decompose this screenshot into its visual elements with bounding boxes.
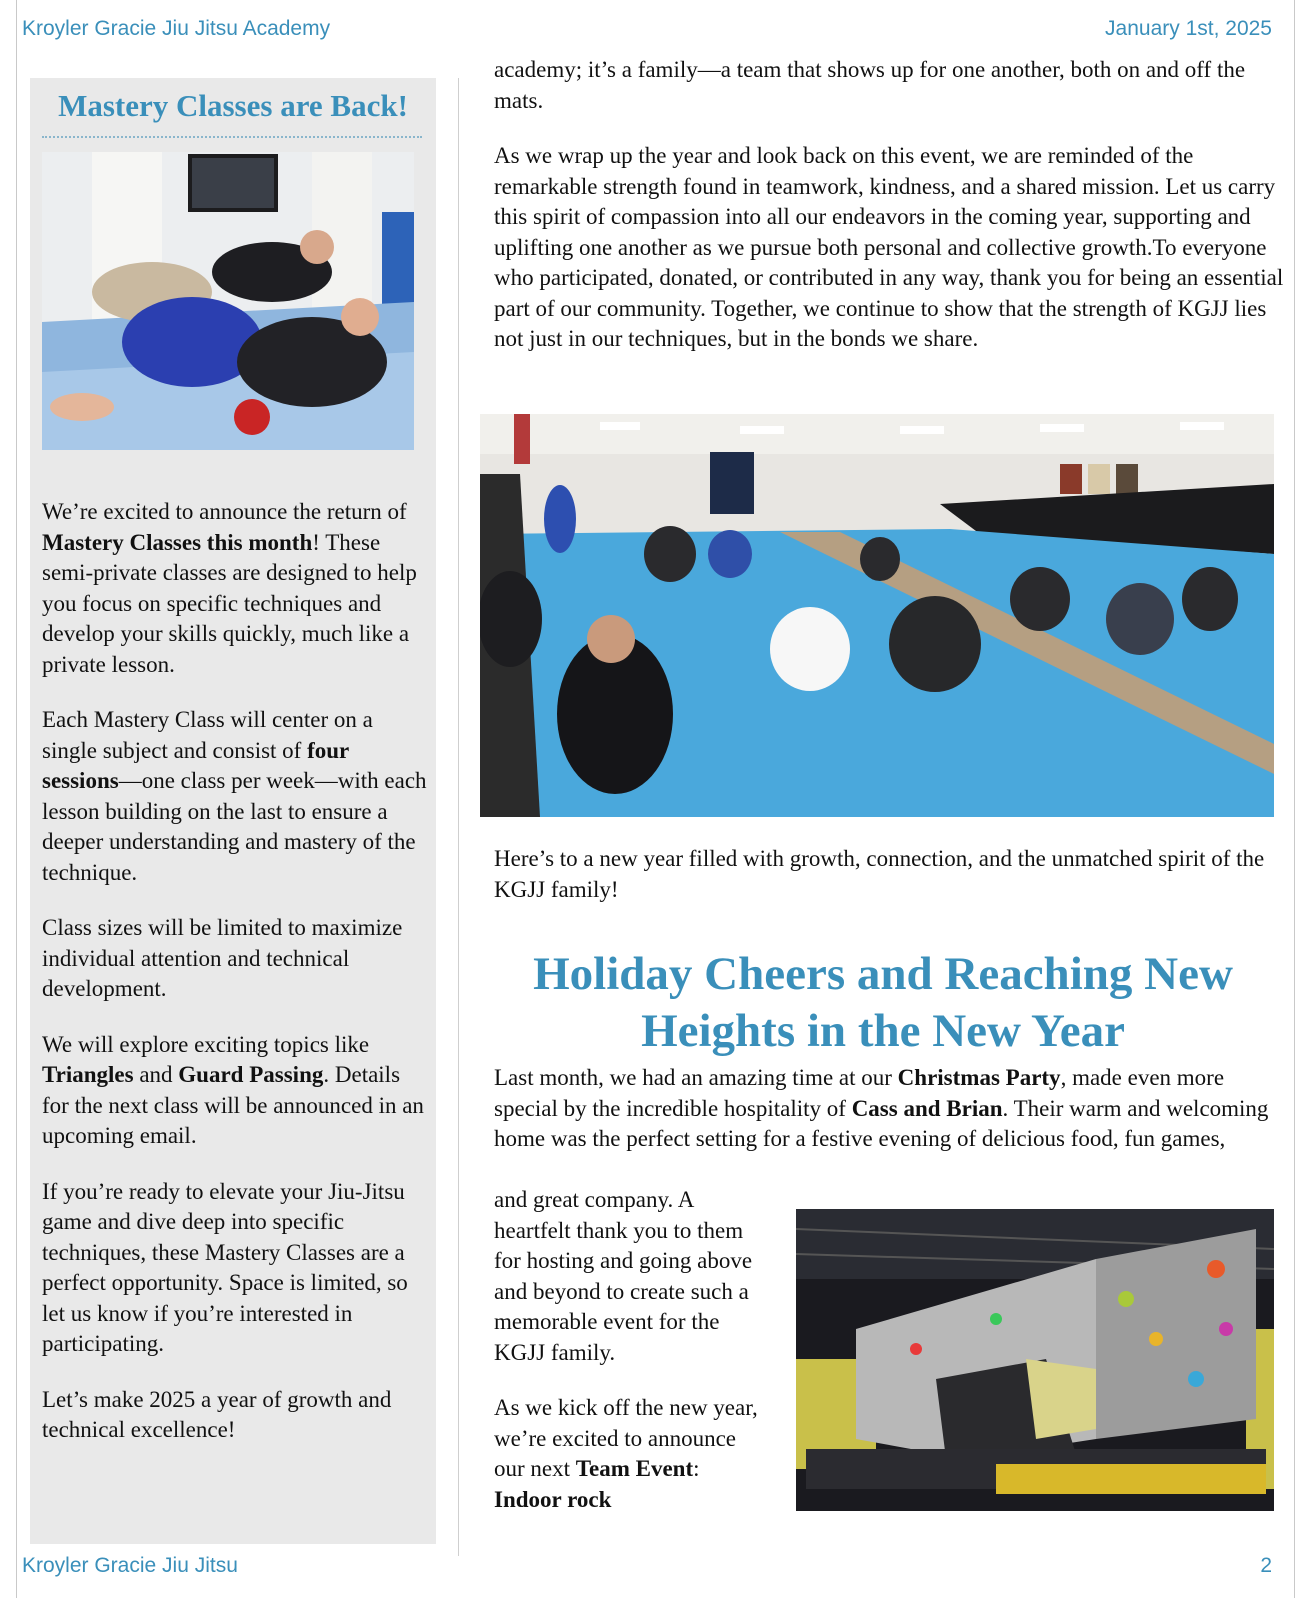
main-cheers-text (494, 844, 1284, 930)
sidebar-paragraph-topics: We will explore exciting topics like Triangles and Guard Passing. Details for the next class will be announced in an upcoming email. (42, 1031, 424, 1148)
column-divider (458, 78, 459, 1556)
paragraph-team-event: As we kick off the new year, we’re excited to announce our next Team Event: Indoor rock (494, 1395, 758, 1512)
paragraph-continuation: academy; it’s a family—a team that shows up for one another, both on and off the mats. (494, 57, 1246, 113)
header-date: January 1st, 2025 (1105, 17, 1272, 40)
sidebar-paragraph-intro: We’re excited to announce the return of Mastery Classes this month! These semi-private classes are designed to help you focus on specific techniques and develop your skills quickly, much like a private lesson. (42, 499, 417, 677)
sidebar-body (42, 497, 428, 1471)
main-top-text (494, 55, 1284, 380)
sidebar-paragraph-closing: Let’s make 2025 a year of growth and technical excellence! (42, 1386, 392, 1442)
footer-academy-name: Kroyler Gracie Jiu Jitsu (22, 1554, 238, 1577)
paragraph-wrap-up: As we wrap up the year and look back on this event, we are reminded of the remarkable strength found in teamwork, kindness, and a shared mission. Let us carry this spirit of compassion into all our endeavors in the coming year, supporting and uplifting one another as we pursue both personal and collective growth.To everyone who participated, donated, or contributed in any way, thank you for being an essential part of our community. Together, we continue to show that the strength of KGJJ lies not just in our techniques, but in the bonds we share. (494, 143, 1284, 351)
page-edge-right (1294, 0, 1295, 1598)
grappling-photo (42, 152, 414, 450)
sidebar-dotted-rule (42, 136, 422, 138)
paragraph-new-year-cheers: Here’s to a new year filled with growth, connection, and the unmatched spirit of the KGJJ family! (494, 846, 1265, 902)
main-narrow-text (494, 1185, 759, 1540)
climbing-gym-photo (796, 1209, 1274, 1511)
page-edge-left (16, 0, 17, 1598)
main-party-text (494, 1063, 1284, 1155)
paragraph-party-thanks: and great company. A heartfelt thank you to them for hosting and going above and beyond to create such a memorable event for the KGJJ family. (494, 1187, 753, 1365)
paragraph-christmas-party: Last month, we had an amazing time at our Christmas Party, made even more special by the incredible hospitality of Cass and Brian. Their warm and welcoming home was the perfect setting for a festive evening of delicious food, fun games, (494, 1065, 1269, 1151)
sidebar-title: Mastery Classes are Back! (58, 88, 408, 123)
section-title-holiday: Holiday Cheers and Reaching New Heights in the New Year (533, 948, 1233, 1057)
mastery-sidebar (30, 78, 436, 1544)
footer-page-number: 2 (1260, 1554, 1272, 1577)
header-academy-name: Kroyler Gracie Jiu Jitsu Academy (22, 17, 331, 40)
sidebar-paragraph-invite: If you’re ready to elevate your Jiu-Jitsu game and dive deep into specific techniques, these Mastery Classes are a perfect opportunity. Space is limited, so let us know if you’re interested in participating. (42, 1178, 408, 1356)
academy-seminar-photo (480, 414, 1274, 817)
sidebar-paragraph-class-sizes: Class sizes will be limited to maximize individual attention and technical development. (42, 915, 403, 1001)
sidebar-paragraph-sessions: Each Mastery Class will center on a single subject and consist of four sessions—one class per week—with each lesson building on the last to ensure a deeper understanding and mastery of the technique. (42, 707, 427, 885)
